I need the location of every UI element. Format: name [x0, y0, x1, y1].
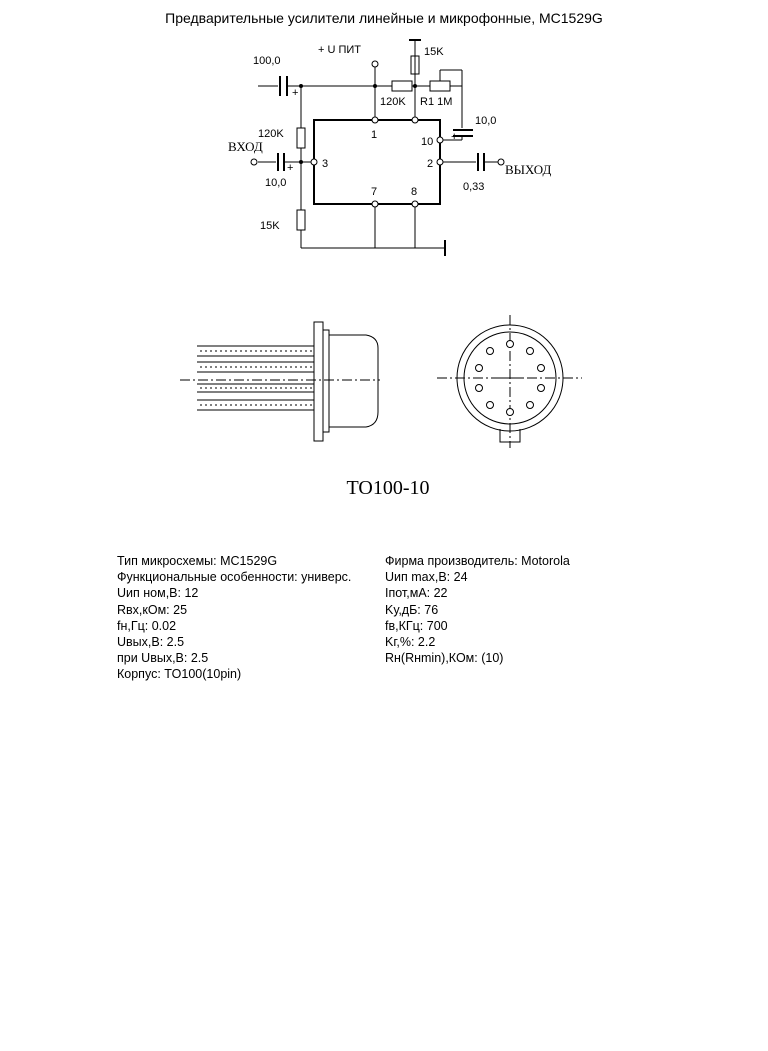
pin-10-label: 10: [421, 136, 434, 148]
pin-3-label: 3: [322, 158, 329, 170]
bias-resistor-top: [297, 128, 305, 148]
spec-features: Функциональные особенности: универс.: [117, 570, 352, 585]
r-bias-top-label: 120K: [258, 128, 284, 140]
pin-7-label: 7: [371, 186, 378, 198]
c-out-label: 0,33: [463, 181, 485, 193]
spec-at-output-voltage: при Uвых,В: 2.5: [117, 651, 209, 666]
specs-left-column: [117, 553, 351, 683]
spec-supply-nominal: Uип ном,В: 12: [117, 586, 199, 601]
spec-low-frequency: fн,Гц: 0.02: [117, 618, 177, 633]
r1-resistor: [430, 81, 450, 91]
spec-input-resistance: Rвх,кОм: 25: [117, 602, 188, 617]
c-top-label: 100,0: [253, 55, 281, 67]
spec-package: Корпус: TO100(10pin): [117, 667, 242, 682]
input-label: ВХОД: [228, 139, 263, 154]
r1-label: R1 1M: [420, 96, 453, 108]
spec-manufacturer: Фирма производитель: Motorola: [385, 554, 570, 568]
spec-load-resistance: Rн(Rнmin),КОм: (10): [385, 651, 504, 666]
package-bottom-view: [437, 315, 582, 448]
c-in-polarity: +: [287, 162, 294, 174]
feedback-resistor-label: 120K: [380, 96, 406, 108]
c-in-label: 10,0: [265, 177, 287, 189]
spec-distortion: Kг,%: 2.2: [385, 635, 436, 650]
spec-chip-type: Тип микросхемы: MC1529G: [117, 554, 278, 568]
package-name: TO100-10: [346, 477, 430, 499]
spec-supply-current: Iпот,мА: 22: [385, 586, 448, 601]
spec-output-voltage: Uвых,В: 2.5: [117, 635, 185, 650]
package-side-view: [180, 322, 380, 441]
c-pin10-label: 10,0: [475, 115, 497, 127]
spec-supply-max: Uип max,В: 24: [385, 570, 468, 585]
spec-gain: Kу,дБ: 76: [385, 602, 439, 617]
output-label: ВЫХОД: [505, 162, 552, 177]
package-pin-centerlines: [200, 351, 314, 405]
r-top-label: 15K: [424, 46, 444, 58]
supply-label: + U ПИТ: [318, 44, 362, 56]
pin-2-label: 2: [427, 158, 434, 170]
page-title: Предварительные усилители линейные и микрофонные, МС1529G: [165, 10, 603, 26]
bias-resistor-bottom: [297, 210, 305, 230]
feedback-resistor: [392, 81, 412, 91]
pin-1-label: 1: [371, 129, 378, 141]
r-bias-bottom-label: 15K: [260, 220, 280, 232]
c-top-polarity: +: [292, 87, 299, 99]
pin-8-label: 8: [411, 186, 418, 198]
c-pin10-polarity: +: [451, 131, 458, 143]
spec-high-frequency: fв,КГц: 700: [385, 618, 448, 633]
specs-right-column: [385, 553, 570, 666]
circuit-diagram: [0, 0, 768, 520]
